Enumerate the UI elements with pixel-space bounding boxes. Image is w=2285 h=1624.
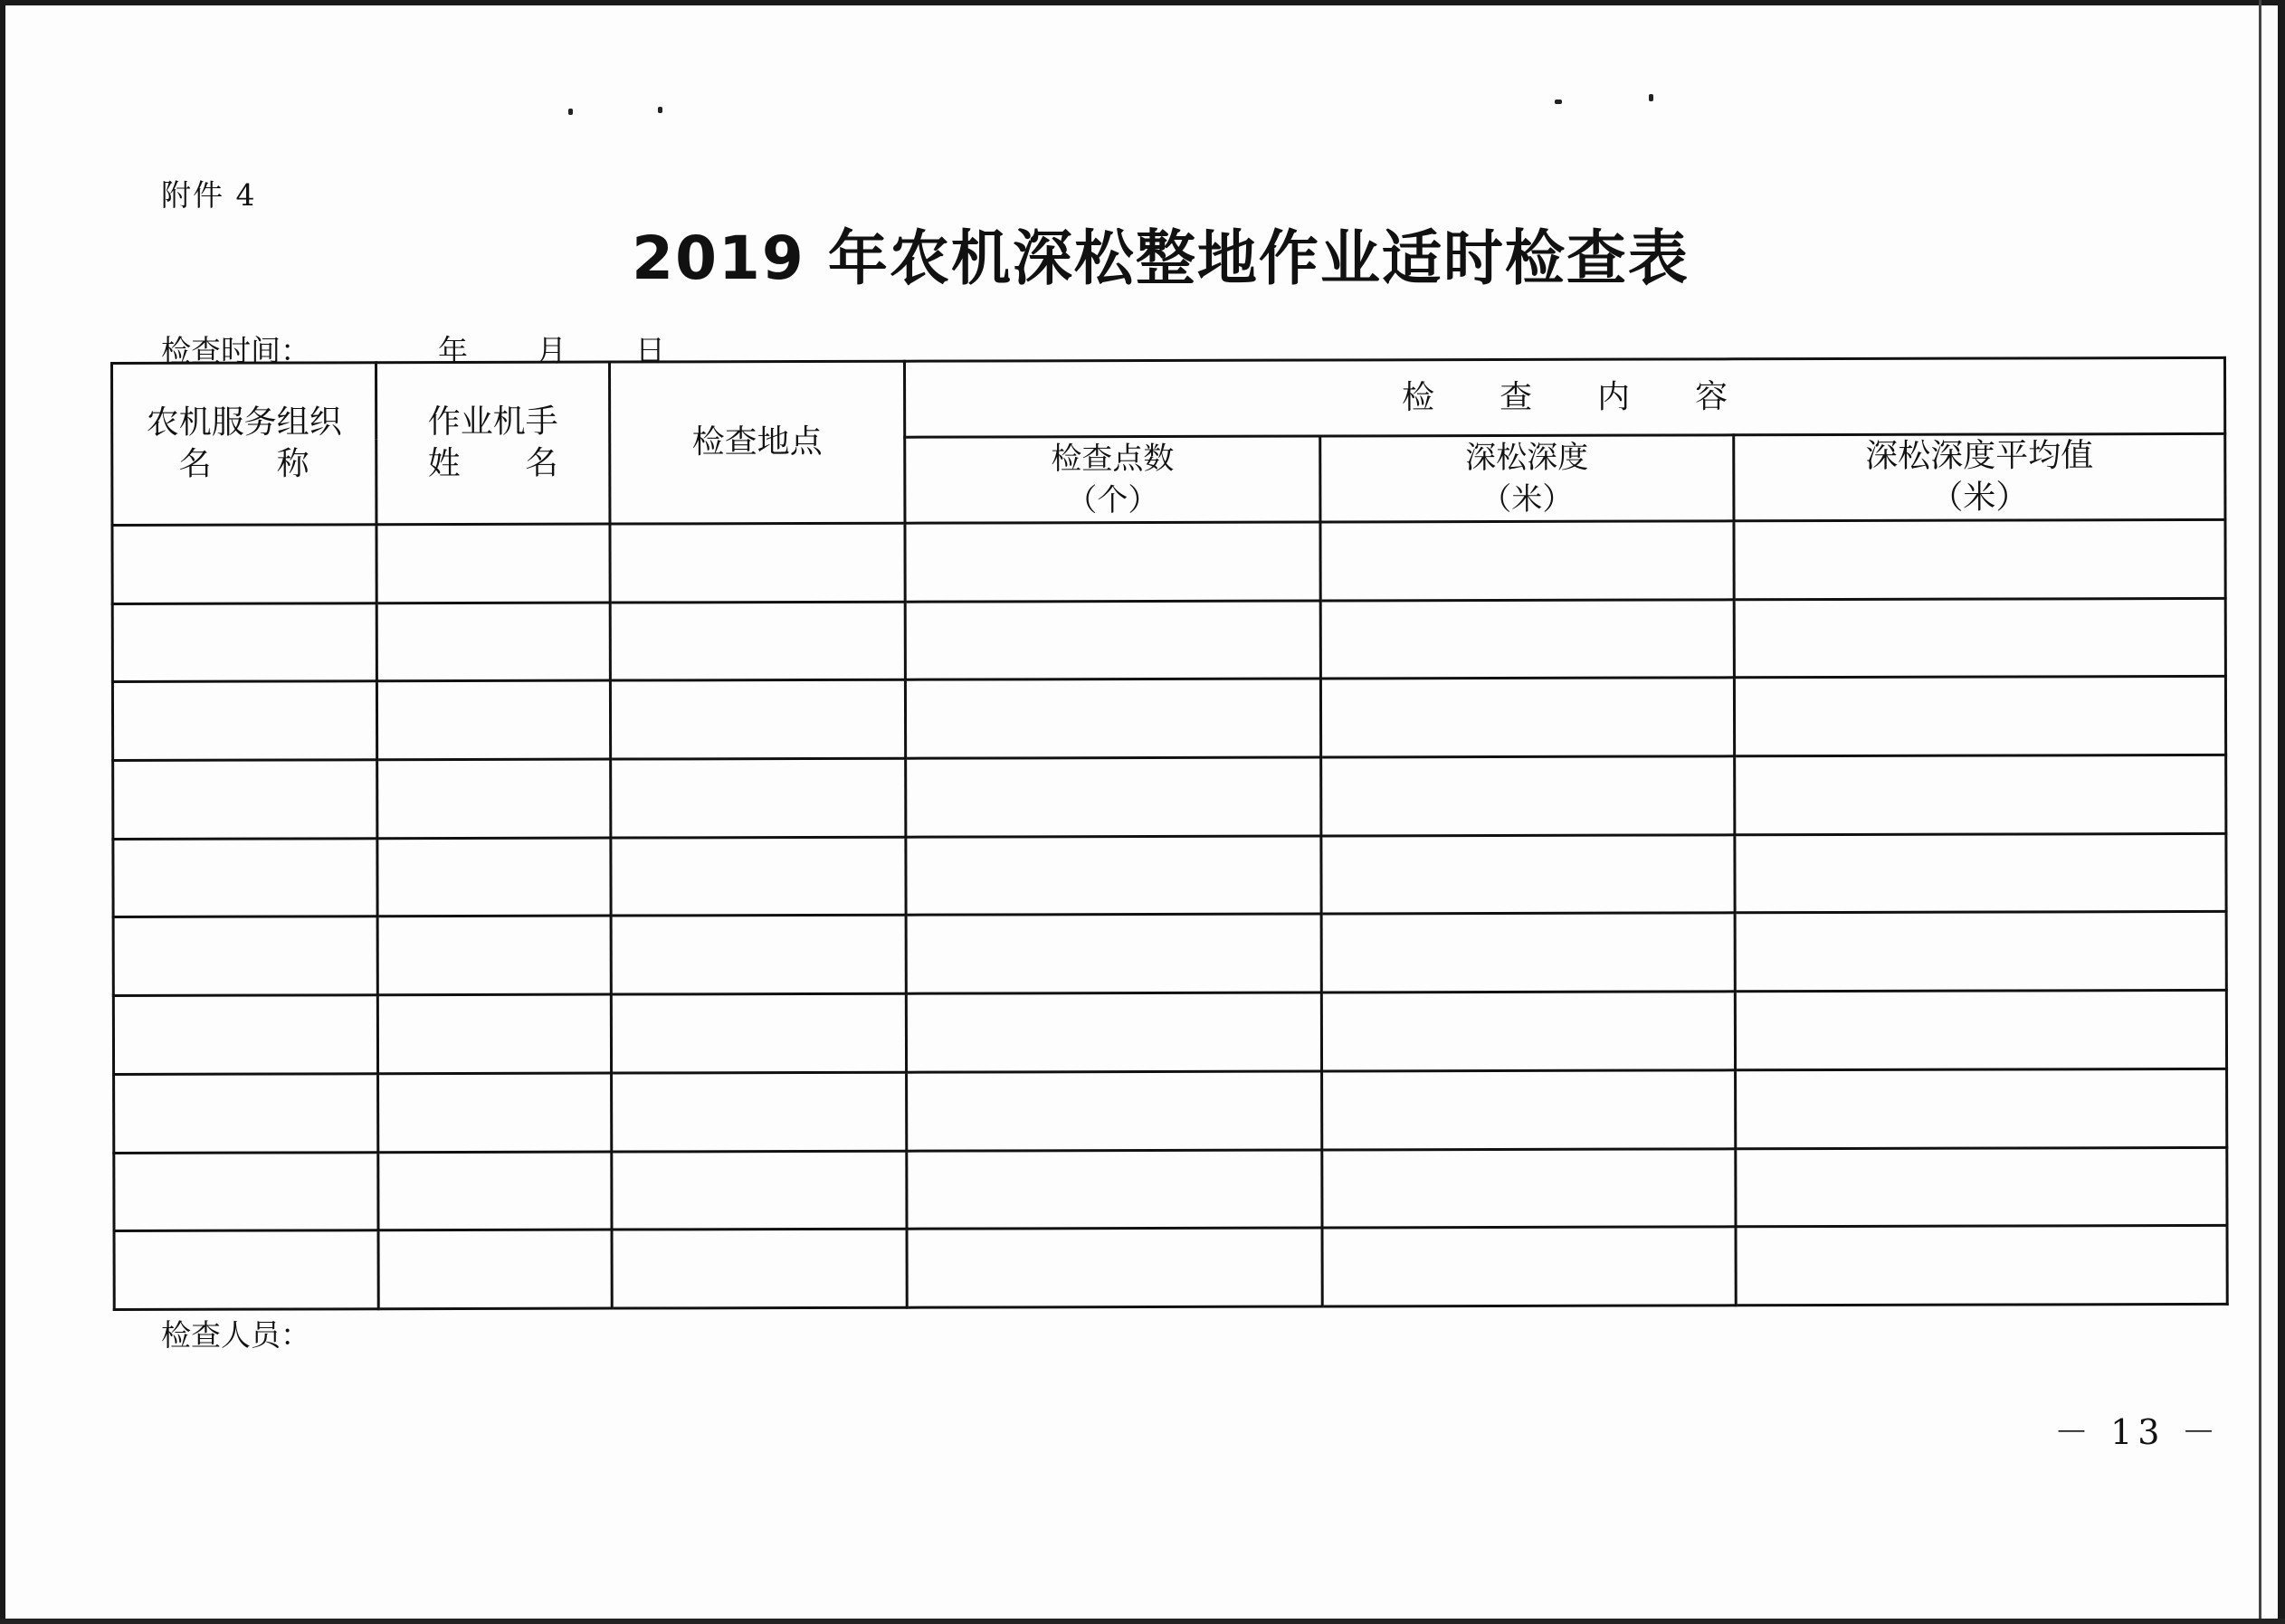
org-name-cell[interactable] [114,1152,378,1230]
header-points-line2: （个） [1066,481,1159,519]
org-name-cell[interactable] [113,916,377,995]
header-org-name-line1: 农机服务组织 [146,404,342,442]
operator-name-cell[interactable] [377,916,611,994]
operator-name-cell[interactable] [376,680,610,759]
points-cell[interactable] [906,914,1321,993]
location-cell[interactable] [611,837,906,916]
header-row-1 [112,357,2225,439]
points-cell[interactable] [906,757,1321,837]
header-depth [1320,435,1734,522]
check-time-year: 年 [438,333,468,368]
depth-cell[interactable] [1320,678,1734,757]
depth-cell[interactable] [1321,756,1735,836]
attachment-label: 附件 4 [161,177,257,213]
depth-cell[interactable] [1320,599,1734,679]
depth-cell[interactable] [1322,1070,1736,1150]
points-cell[interactable] [906,992,1321,1072]
depth-cell[interactable] [1321,913,1735,992]
depth-cell[interactable] [1321,992,1735,1071]
header-avg-depth-line2: （米） [1930,479,2029,517]
header-depth-line2: （米） [1480,480,1574,518]
operator-name-cell[interactable] [377,759,611,838]
org-name-cell[interactable] [112,603,376,681]
points-cell[interactable] [905,522,1320,602]
table-row [113,912,2226,996]
table-row [113,991,2226,1075]
header-check-content-label: 检 查 内 容 [1402,377,1728,416]
avg-depth-cell[interactable] [1736,1068,2227,1148]
header-avg-depth-line1: 深松深度平均值 [1865,437,2094,475]
scan-edge-top [0,0,2285,5]
scan-speck [568,109,573,115]
operator-name-cell[interactable] [376,524,610,603]
header-check-content [905,357,2225,437]
table-row [112,519,2225,603]
avg-depth-cell[interactable] [1734,598,2225,678]
avg-depth-cell[interactable] [1734,519,2225,599]
org-name-cell[interactable] [114,1230,378,1309]
avg-depth-cell[interactable] [1735,755,2226,834]
location-cell[interactable] [610,680,905,760]
operator-name-cell[interactable] [377,838,611,916]
points-cell[interactable] [907,1149,1322,1229]
table-row [114,1226,2227,1310]
table-row [113,833,2226,917]
points-cell[interactable] [906,836,1321,916]
header-avg-depth [1734,433,2225,520]
org-name-cell[interactable] [114,1074,378,1153]
org-name-cell[interactable] [112,681,376,760]
location-cell[interactable] [612,1072,907,1152]
location-cell[interactable] [611,758,906,838]
avg-depth-cell[interactable] [1734,677,2225,756]
header-location [610,361,905,524]
depth-cell[interactable] [1322,1148,1736,1228]
depth-cell[interactable] [1321,835,1735,915]
header-location-label: 检查地点 [691,423,823,461]
location-cell[interactable] [610,523,905,603]
operator-name-cell[interactable] [378,1152,612,1230]
inspection-table [110,356,2229,1311]
avg-depth-cell[interactable] [1735,991,2226,1070]
operator-name-cell[interactable] [377,994,611,1073]
inspectors-label: 检查人员： [161,1317,310,1353]
check-time-month: 月 [537,333,566,368]
avg-depth-cell[interactable] [1735,912,2226,992]
header-points-line1: 检查点数 [1051,440,1175,478]
org-name-cell[interactable] [113,838,377,916]
avg-depth-cell[interactable] [1735,833,2226,913]
form-title: 2019 年农机深松整地作业适时检查表 [632,223,1690,293]
table-row [114,1068,2227,1153]
depth-cell[interactable] [1320,521,1734,601]
header-points [905,436,1320,523]
header-operator-line2: 姓 名 [427,444,558,483]
location-cell[interactable] [612,1151,907,1230]
header-operator-line1: 作业机手 [427,403,558,442]
check-time-day: 日 [635,333,665,368]
header-operator-name [376,362,610,525]
points-cell[interactable] [905,601,1320,680]
table-row [112,598,2225,682]
location-cell[interactable] [610,602,905,681]
org-name-cell[interactable] [113,760,377,839]
operator-name-cell[interactable] [378,1073,612,1152]
points-cell[interactable] [905,679,1320,758]
points-cell[interactable] [907,1071,1322,1151]
table-row [113,755,2226,839]
header-org-name [112,363,376,526]
avg-depth-cell[interactable] [1736,1147,2227,1227]
location-cell[interactable] [612,1229,907,1308]
scan-speck [658,107,662,113]
page-number: － 13 － [2054,1412,2222,1452]
scan-edge-bottom [0,1619,2285,1624]
check-time-label: 检查时间： [161,333,310,368]
org-name-cell[interactable] [113,995,377,1074]
org-name-cell[interactable] [112,525,376,603]
header-depth-line1: 深松深度 [1465,439,1589,477]
table-row [114,1147,2227,1231]
header-org-name-line2: 名 称 [178,445,309,483]
depth-cell[interactable] [1322,1227,1736,1306]
location-cell[interactable] [611,993,906,1073]
avg-depth-cell[interactable] [1736,1226,2227,1306]
operator-name-cell[interactable] [376,603,610,681]
points-cell[interactable] [907,1228,1322,1307]
operator-name-cell[interactable] [378,1230,612,1308]
table-row [112,677,2225,761]
scan-speck [1555,100,1562,104]
location-cell[interactable] [611,916,906,995]
table-body [112,519,2227,1309]
scan-speck [1649,94,1653,101]
